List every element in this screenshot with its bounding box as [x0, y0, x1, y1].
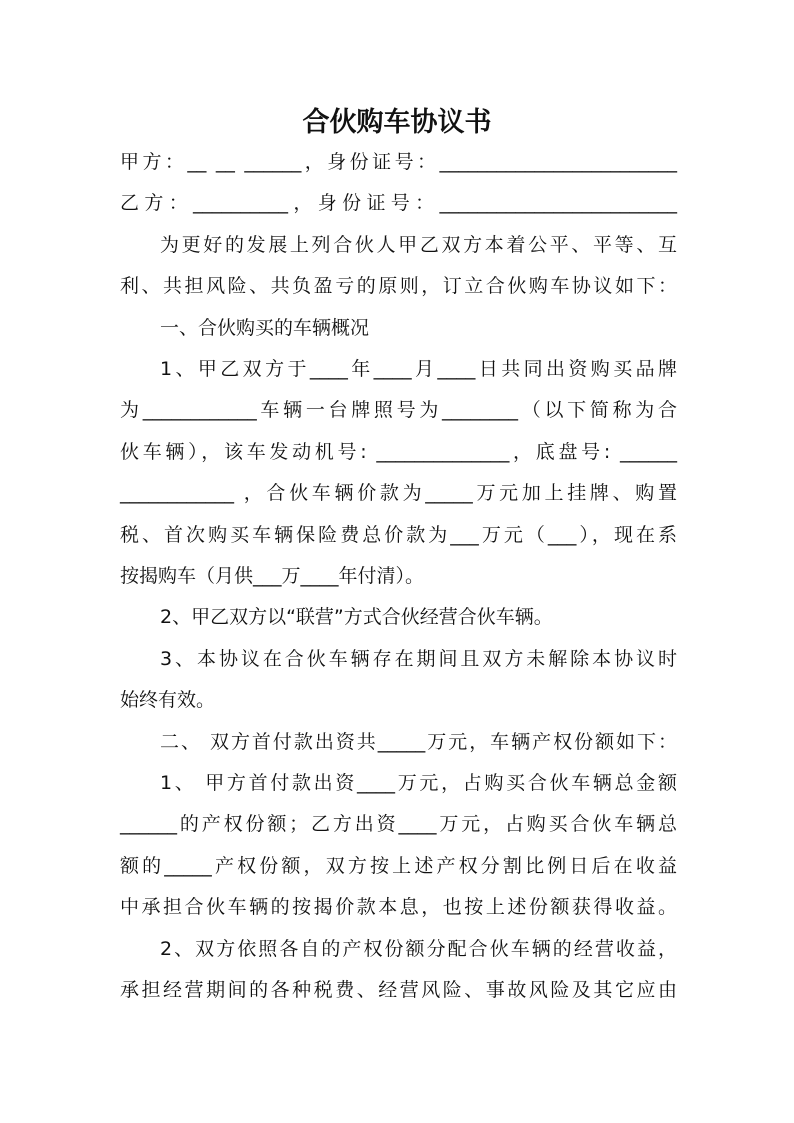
text-line: 乙方：__________，身份证号：_________________________ — [120, 192, 677, 215]
text-line: 2、双方依照各自的产权份额分配合伙车辆的经营收益， — [160, 937, 677, 960]
document-title: 合伙购车协议书 — [302, 107, 492, 138]
text-line: 利、共担风险、共负盈亏的原则，订立合伙购车协议如下： — [120, 275, 677, 298]
text-line: 3、本协议在合伙车辆存在期间且双方未解除本协议时 — [160, 647, 677, 670]
text-line: ____________ ，合伙车辆价款为_____万元加上挂牌、购置 — [120, 482, 677, 505]
text-line: 1、甲乙双方于____年____月____日共同出资购买品牌 — [160, 358, 677, 380]
text-line: 为更好的发展上列合伙人甲乙双方本着公平、平等、互 — [160, 233, 677, 256]
text-line: 一、合伙购买的车辆概况 — [160, 316, 370, 339]
text-line: 伙车辆），该车发动机号: ______________，底盘号: ______ — [120, 440, 677, 463]
text-line: 为____________车辆一台牌照号为________（以下简称为合 — [120, 399, 677, 422]
text-line: 中承担合伙车辆的按揭价款本息，也按上述份额获得收益。 — [120, 896, 677, 919]
text-line: 2、甲乙双方以“联营”方式合伙经营合伙车辆。 — [160, 606, 553, 629]
text-line: 二、 双方首付款出资共_____万元，车辆产权份额如下： — [160, 730, 677, 753]
text-line: 甲方：__ __ ______，身份证号：_________________________ — [120, 151, 677, 173]
text-line: ______的产权份额；乙方出资____万元，占购买合伙车辆总 — [120, 813, 677, 836]
text-line: 1、 甲方首付款出资____万元，占购买合伙车辆总金额 — [160, 772, 677, 794]
text-line: 承担经营期间的各种税费、经营风险、事故风险及其它应由 — [120, 979, 677, 1001]
text-line: 按揭购车（月供___万____年付清）。 — [120, 565, 425, 587]
text-line: 税、首次购买车辆保险费总价款为___万元（___），现在系 — [120, 523, 677, 546]
text-line: 额的_____产权份额，双方按上述产权分割比例日后在收益 — [120, 854, 677, 877]
text-line: 始终有效。 — [120, 689, 216, 712]
